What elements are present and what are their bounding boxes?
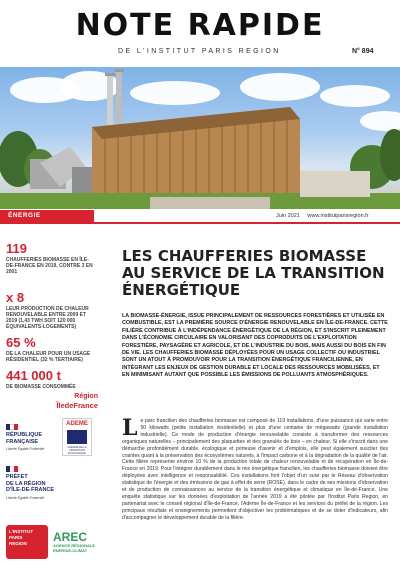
website-link[interactable]: www.institutparisregion.fr [307, 213, 369, 219]
stat-description: DE LA CHALEUR POUR UN USAGE RÉSIDENTIEL (32 % TERTIAIRE) [6, 351, 91, 363]
article-title: LES CHAUFFERIES BIOMASSE AU SERVICE DE LA TRANSITION ÉNERGÉTIQUE [122, 247, 385, 299]
stat-value: 119 [6, 241, 27, 256]
article-body [122, 415, 388, 522]
arec-logo: AREC AGENCE RÉGIONALE ÉNERGIE-CLIMAT [53, 530, 96, 553]
publication-date: Juin 2021 [276, 213, 300, 219]
publisher-name: DE L'INSTITUT PARIS REGION [118, 48, 281, 55]
drop-cap: L [122, 415, 138, 441]
article-lead: LA BIOMASSE-ÉNERGIE, ISSUE PRINCIPALEMENT DE RESSOURCES FORESTIÈRES ET UTILISÉE EN COMBUSTIBLE, EST LA PREMIÈRE SOURCE D'ÉNERGIE RENOUVELABLE EN ÎLE-DE-FRANCE. CETTE FILIÈRE CONTRIBUE À L'INDÉPENDANCE ÉNERGÉTIQUE DE LA RÉGION, ET S'INSCRIT PLEINEMENT DANS L'ÉCONOMIE CIRCULAIRE EN VALORISANT DES COPRODUITS DE L'EXPLOITATION FORESTIÈRE, PAYSAGÈRE ET AGRICOLE, ET DE L'INDUSTRIE DU BOIS, MAIS AUSSI DU BOIS EN FIN DE VIE. LES CHAUFFERIES BIOMASSE DÉPLOYÉES POUR UN USAGE COLLECTIF OU INDUSTRIEL SONT UN ATOUT À PROMOUVOIR POUR LA TRANSITION ÉNERGÉTIQUE FRANCILIENNE, EN INTÉGRANT LES ENJEUX DE GESTION DURABLE ET LOCALE DES RESSOURCES MOBILISÉES, ET EN MINIMISANT AUTANT QUE POSSIBLE LES ÉMISSIONS DE POLLUANTS ATMOSPHÉRIQUES. [122, 313, 388, 379]
stat-value: 65 % [6, 335, 36, 350]
stat-block-2 [6, 291, 96, 330]
category-label: ÉNERGIE [8, 212, 41, 219]
prefet-logo: PRÉFET DE LA RÉGION D'ÎLE-DE-FRANCE Liberté Égalité Fraternité [6, 466, 54, 500]
stat-block-3 [6, 336, 96, 363]
issue-number: N° 894 [352, 48, 374, 55]
stat-description: DE BIOMASSE CONSOMMÉE [6, 384, 76, 390]
publication-meta [276, 213, 375, 219]
boiler-plant-illustration [0, 67, 400, 209]
masthead [0, 10, 400, 58]
region-idf-logo: Région ÎledeFrance [56, 393, 98, 410]
republique-logo: RÉPUBLIQUE FRANÇAISE Liberté Égalité Fraternité [6, 424, 44, 451]
stat-value: x 8 [6, 290, 25, 305]
institut-paris-region-logo: L'INSTITUT PARIS REGION [6, 525, 48, 559]
band-divider [94, 222, 400, 224]
stat-description: CHAUFFERIES BIOMASSE EN ÎLE-DE-FRANCE EN 2019, CONTRE 3 EN 2001 [6, 257, 93, 275]
stat-block-1 [6, 242, 96, 275]
publication-title: NOTE RAPIDE [75, 8, 325, 43]
stat-block-4 [6, 369, 96, 390]
stat-value: 441 000 t [6, 368, 61, 383]
article-body-text: e parc francilien des chaufferies biomasse est composé de 119 installations, d'une puissance qui varie entre 50 kilowatts (petite installation résidentielle) et plus d'une centaine de mégawatts (grande installation industrielle). Ce mode de production d'énergie renouvelable consiste à transformer des ressources organiques naturelles – principalement des plaquettes et des granulés de bois – en chaleur. Si elle s'inscrit dans une démarche profondément durable, écologique et porteuse d'avenir et d'emplois, elle peut également susciter des craintes quant à la préservation des écosystèmes naturels, à l'impact carbone et à la dégradation de la qualité de l'air. Cette filière représente environ 10 % de la production totale de chaleur renouvelable et de récupération en Île-de-France en 2019. Pour l'intégrer durablement dans le mix énergétique francilien, les chaufferies biomasse doivent être déployées avec intelligence et responsabilité. Ces installations font l'objet d'un suivi par le Réseau d'observation statistique de l'énergie et des émissions de gaz à effet de serre (ROSE), dans le cadre de ses missions d'observation et de production de connaissances au service de la transition énergétique et climatique en Île-de-France. Une enquête statistique sur les données d'exploitation de l'année 2019 a été pilotée par l'Institut Paris Region, en partenariat avec le conseil régional d'Île-de-France, l'Ademe Île-de-France et les services du préfet de la région. Les principaux résultats et enseignements permettent d'objectiver les problématiques et de se doter d'indicateurs, afin d'accompagner le développement durable de la filière. [122, 418, 388, 521]
ademe-logo: ADEME AGENCE DE LA TRANSITION ÉCOLOGIQUE [62, 418, 92, 456]
cover-photo [0, 67, 400, 209]
stat-description: LEUR PRODUCTION DE CHALEUR RENOUVELABLE ENTRE 2009 ET 2019 (1,43 TWH SOIT 120 000 ÉQUIVALENTS-LOGEMENTS) [6, 306, 89, 330]
